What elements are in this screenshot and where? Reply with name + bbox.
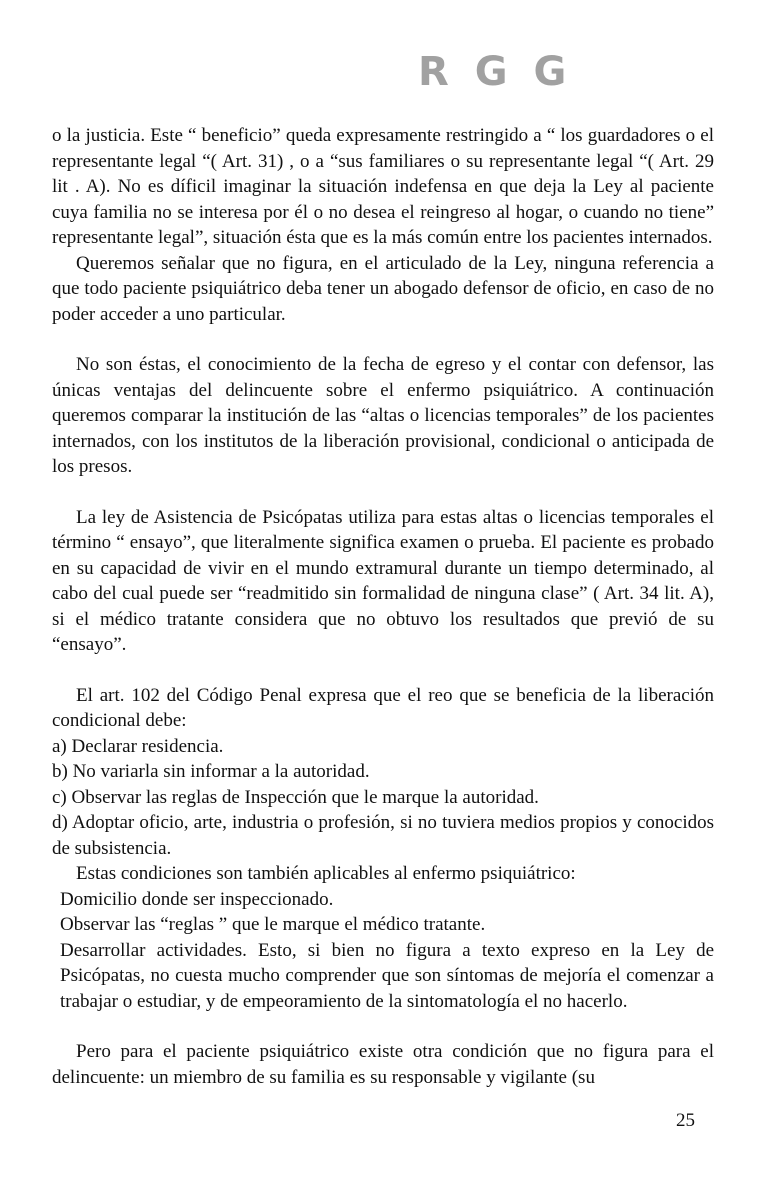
paragraph-3: No son éstas, el conocimiento de la fecha de egreso y el contar con defensor, las únicas ventajas del delincuente sobre el enfermo psiquiátrico. A continuación queremos comparar la institución de las “altas o licencias temporales” de los pacientes internados, con los institutos de la liberación provisional, condicional o anticipada de los presos. <box>52 354 714 477</box>
paragraph-7: Pero para el paciente psiquiátrico existe otra condición que no figura para el delincuente: un miembro de su familia es su responsable y vigilante (su <box>52 1041 714 1088</box>
condition-3: Desarrollar actividades. Esto, si bien no figura a texto expreso en la Ley de Psicópatas, no cuesta mucho comprender que son síntomas de mejoría el comenzar a trabajar o estudiar, y de empeoramiento de la sintomatología el no hacerlo. <box>60 939 714 1012</box>
paragraph-1: o la justicia. Este “ beneficio” queda expresamente restringido a “ los guardadores o el representante legal “( Art. 31) , o a “sus familiares o su representante legal “( Art. 29 lit . A). No es díficil imaginar la situación indefensa en que deja la Ley al paciente cuya familia no se interesa por él o no desea el reingreso al hogar, o cuando no tiene” representante legal”, situación ésta que es la más común entre los pacientes internados. <box>52 125 714 248</box>
body-text <box>52 123 714 1090</box>
condition-2: Observar las “reglas ” que le marque el médico tratante. <box>60 914 486 935</box>
list-item-d: d) Adoptar oficio, arte, industria o profesión, si no tuviera medios propios y conocidos de subsistencia. <box>52 812 714 859</box>
condition-1: Domicilio donde ser inspeccionado. <box>60 888 334 910</box>
page-number: 25 <box>676 1110 695 1131</box>
list-item-b: b) No variarla sin informar a la autoridad. <box>52 761 370 782</box>
paragraph-6: Estas condiciones son también aplicables al enfermo psiquiátrico: <box>76 863 576 884</box>
paragraph-2: Queremos señalar que no figura, en el articulado de la Ley, ninguna referencia a que todo paciente psiquiátrico deba tener un abogado defensor de oficio, en caso de no poder acceder a uno particular. <box>52 252 714 325</box>
list-item-c: c) Observar las reglas de Inspección que le marque la autoridad. <box>52 786 539 808</box>
library-stamp: R G G <box>418 49 573 95</box>
list-item-a: a) Declarar residencia. <box>52 735 224 757</box>
paragraph-5: El art. 102 del Código Penal expresa que el reo que se beneficia de la liberación condicional debe: <box>52 684 714 731</box>
paragraph-4: La ley de Asistencia de Psicópatas utiliza para estas altas o licencias temporales el término “ ensayo”, que literalmente significa examen o prueba. El paciente es probado en su capacidad de vivir en el mundo extramural durante un tiempo determinado, al cabo del cual puede ser “readmitido sin formalidad de ninguna clase” ( Art. 34 lit. A), si el médico tratante considera que no obtuvo los resultados que previó de su “ensayo”. <box>52 506 714 655</box>
